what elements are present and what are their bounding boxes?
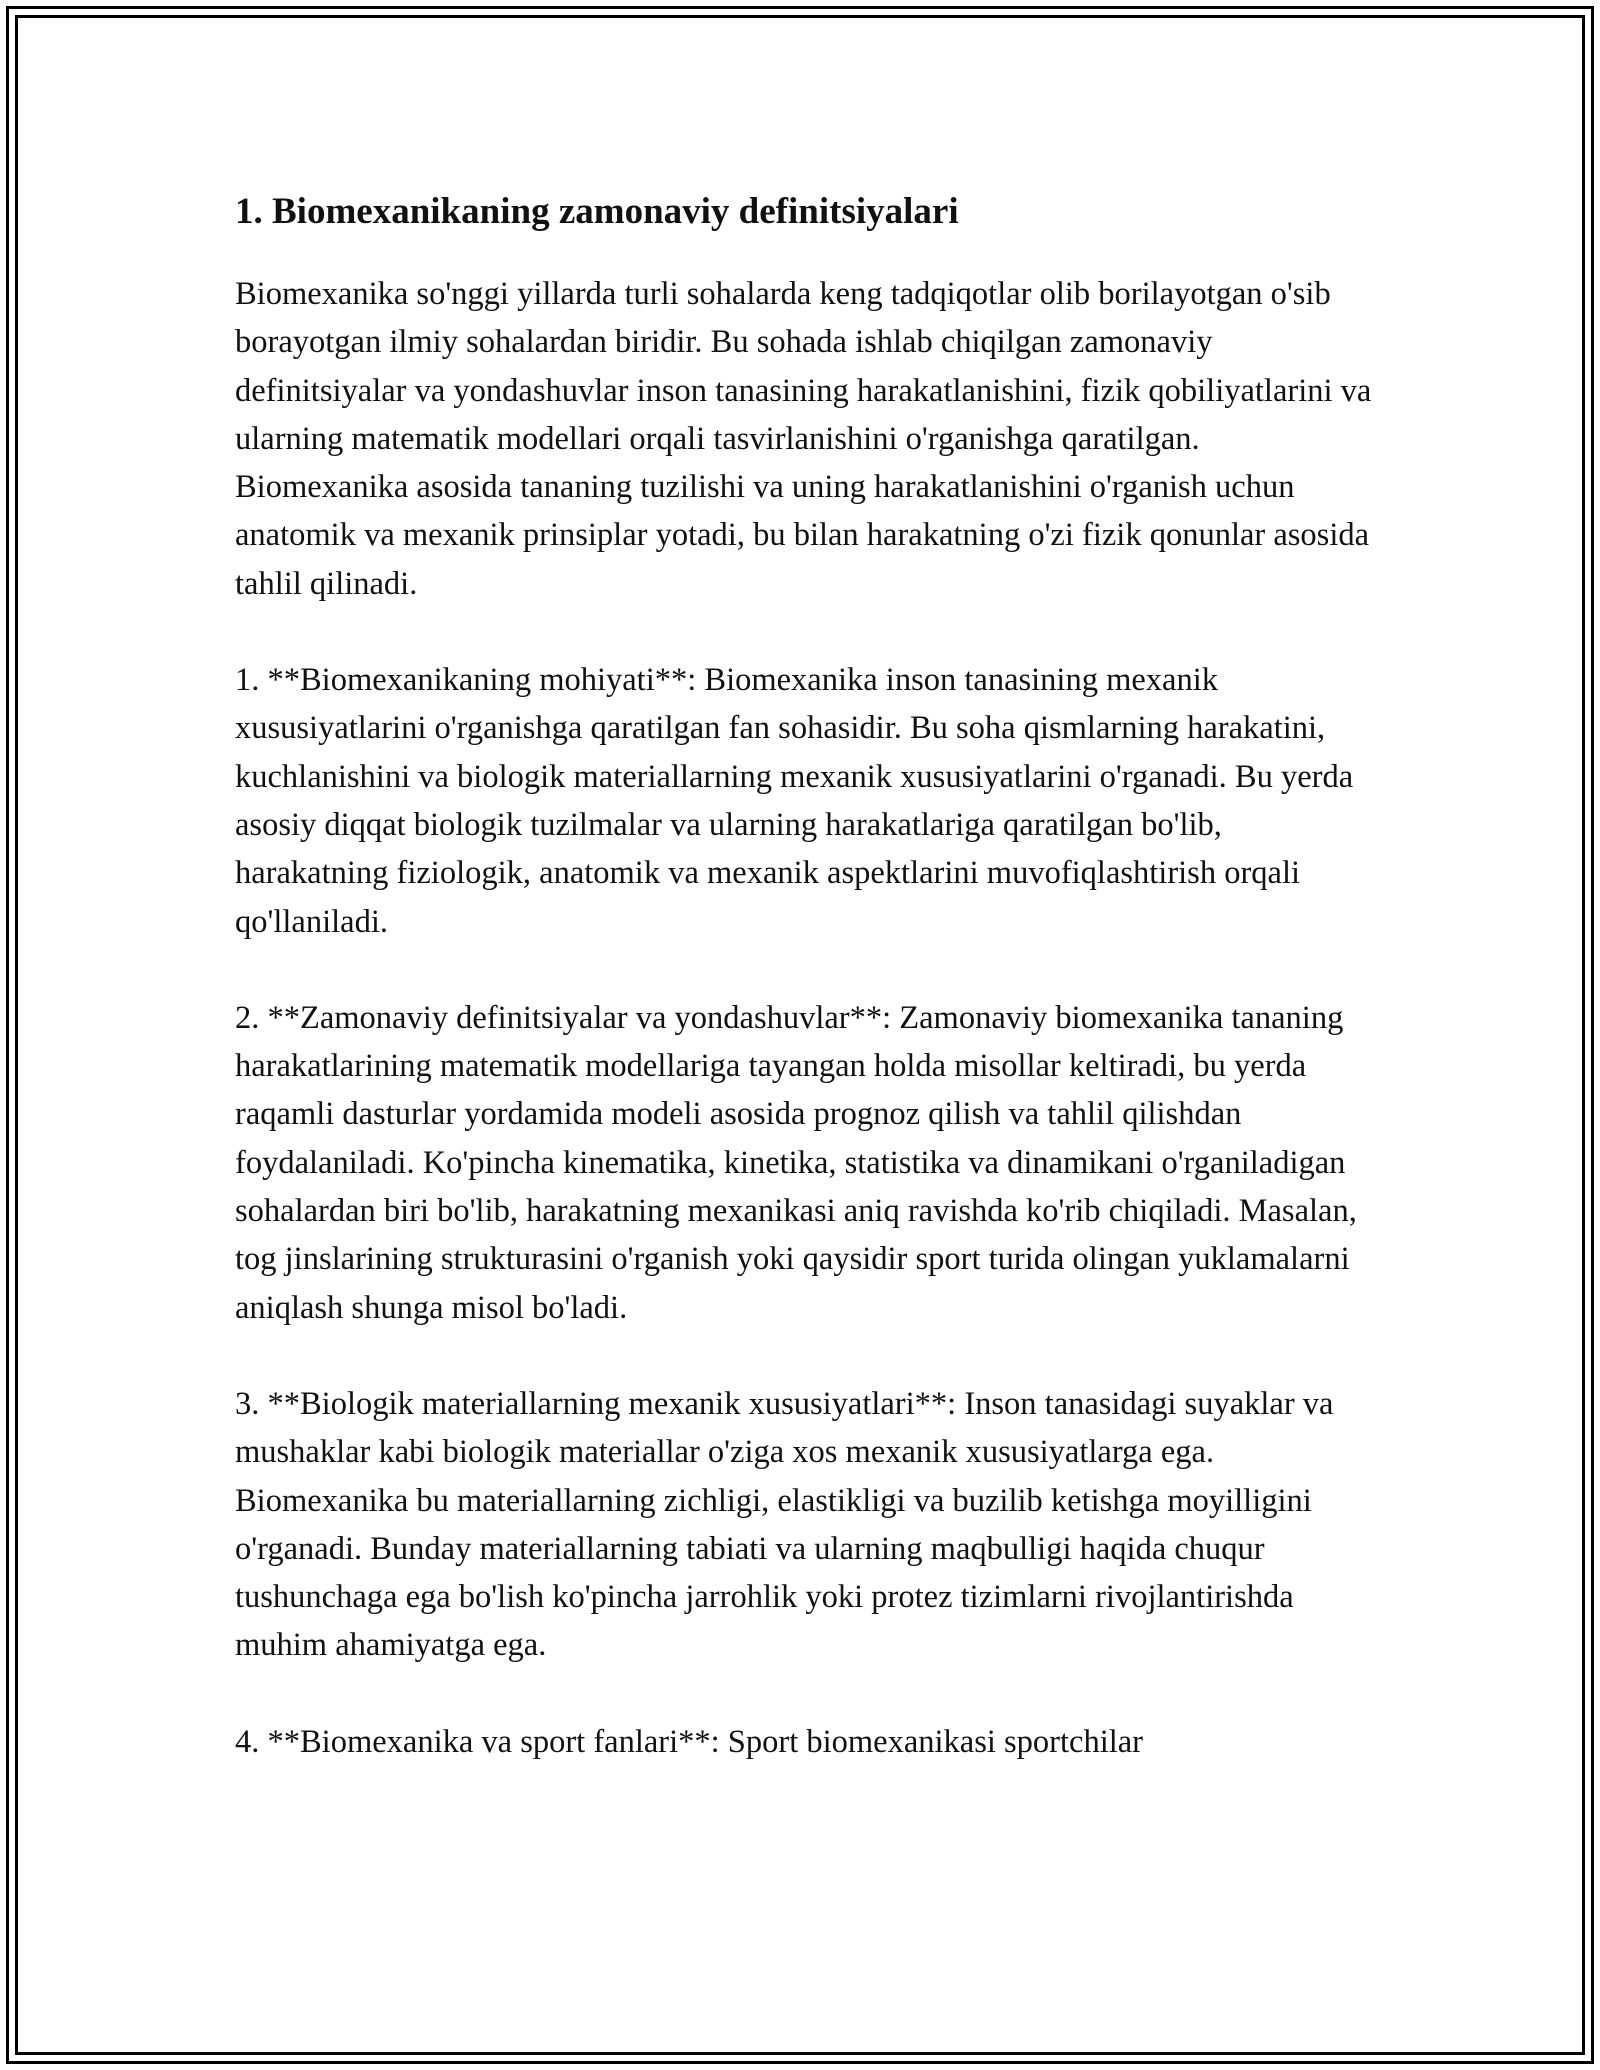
list-item-zamonaviy-definitsiyalar: 2. **Zamonaviy definitsiyalar va yondashuvlar**: Zamonaviy biomexanika tananing harakatlarining matematik modellariga tayangan holda misollar keltiradi, bu yerda raqamli dasturlar yordamida modeli asosida prognoz qilish va tahlil qilishdan foydalaniladi. Ko'pincha kinematika, kinetika, statistika va dinamikani o'rganiladigan sohalardan biri bo'lib, harakatning mexanikasi aniq ravishda ko'rib chiqiladi. Masalan, tog jinslarining strukturasini o'rganish yoki qaysidir sport turida olingan yuklamalarni aniqlash shunga misol bo'ladi. <box>235 999 1357 1326</box>
list-item-biologik-materiallar: 3. **Biologik materiallarning mexanik xususiyatlari**: Inson tanasidagi suyaklar va mushaklar kabi biologik materiallar o'ziga xos mexanik xususiyatlarga ega. Biomexanika bu materiallarning zichligi, elastikligi va buzilib ketishga moyilligini o'rganadi. Bunday materiallarning tabiati va ularning maqbulligi haqida chuqur tushunchaga ega bo'lish ko'pincha jarrohlik yoki protez tizimlarni rivojlantirishda muhim ahamiyatga ega. <box>235 1385 1334 1664</box>
document-title: 1. Biomexanikaning zamonaviy definitsiyalari <box>235 191 959 232</box>
list-item-sport-fanlari: 4. **Biomexanika va sport fanlari**: Sport biomexanikasi sportchilar <box>235 1723 1144 1760</box>
document-body <box>235 188 1375 1814</box>
intro-paragraph: Biomexanika so'nggi yillarda turli sohalarda keng tadqiqotlar olib borilayotgan o'sib borayotgan ilmiy sohalardan biridir. Bu sohada ishlab chiqilgan zamonaviy definitsiyalar va yondashuvlar inson tanasining harakatlanishini, fizik qobiliyatlarini va ularning matematik modellari orqali tasvirlanishini o'rganishga qaratilgan. Biomexanika asosida tananing tuzilishi va uning harakatlanishini o'rganish uchun anatomik va mexanik prinsiplar yotadi, bu bilan harakatning o'zi fizik qonunlar asosida tahlil qilinadi. <box>235 276 1372 602</box>
list-item-biomexanikaning-mohiyati: 1. **Biomexanikaning mohiyati**: Biomexanika inson tanasining mexanik xususiyatlarini o'rganishga qaratilgan fan sohasidir. Bu soha qismlarning harakatini, kuchlanishini va biologik materiallarning mexanik xususiyatlarini o'rganadi. Bu yerda asosiy diqqat biologik tuzilmalar va ularning harakatlariga qaratilgan bo'lib, harakatning fiziologik, anatomik va mexanik aspektlarini muvofiqlashtirish orqali qo'llaniladi. <box>235 662 1354 940</box>
